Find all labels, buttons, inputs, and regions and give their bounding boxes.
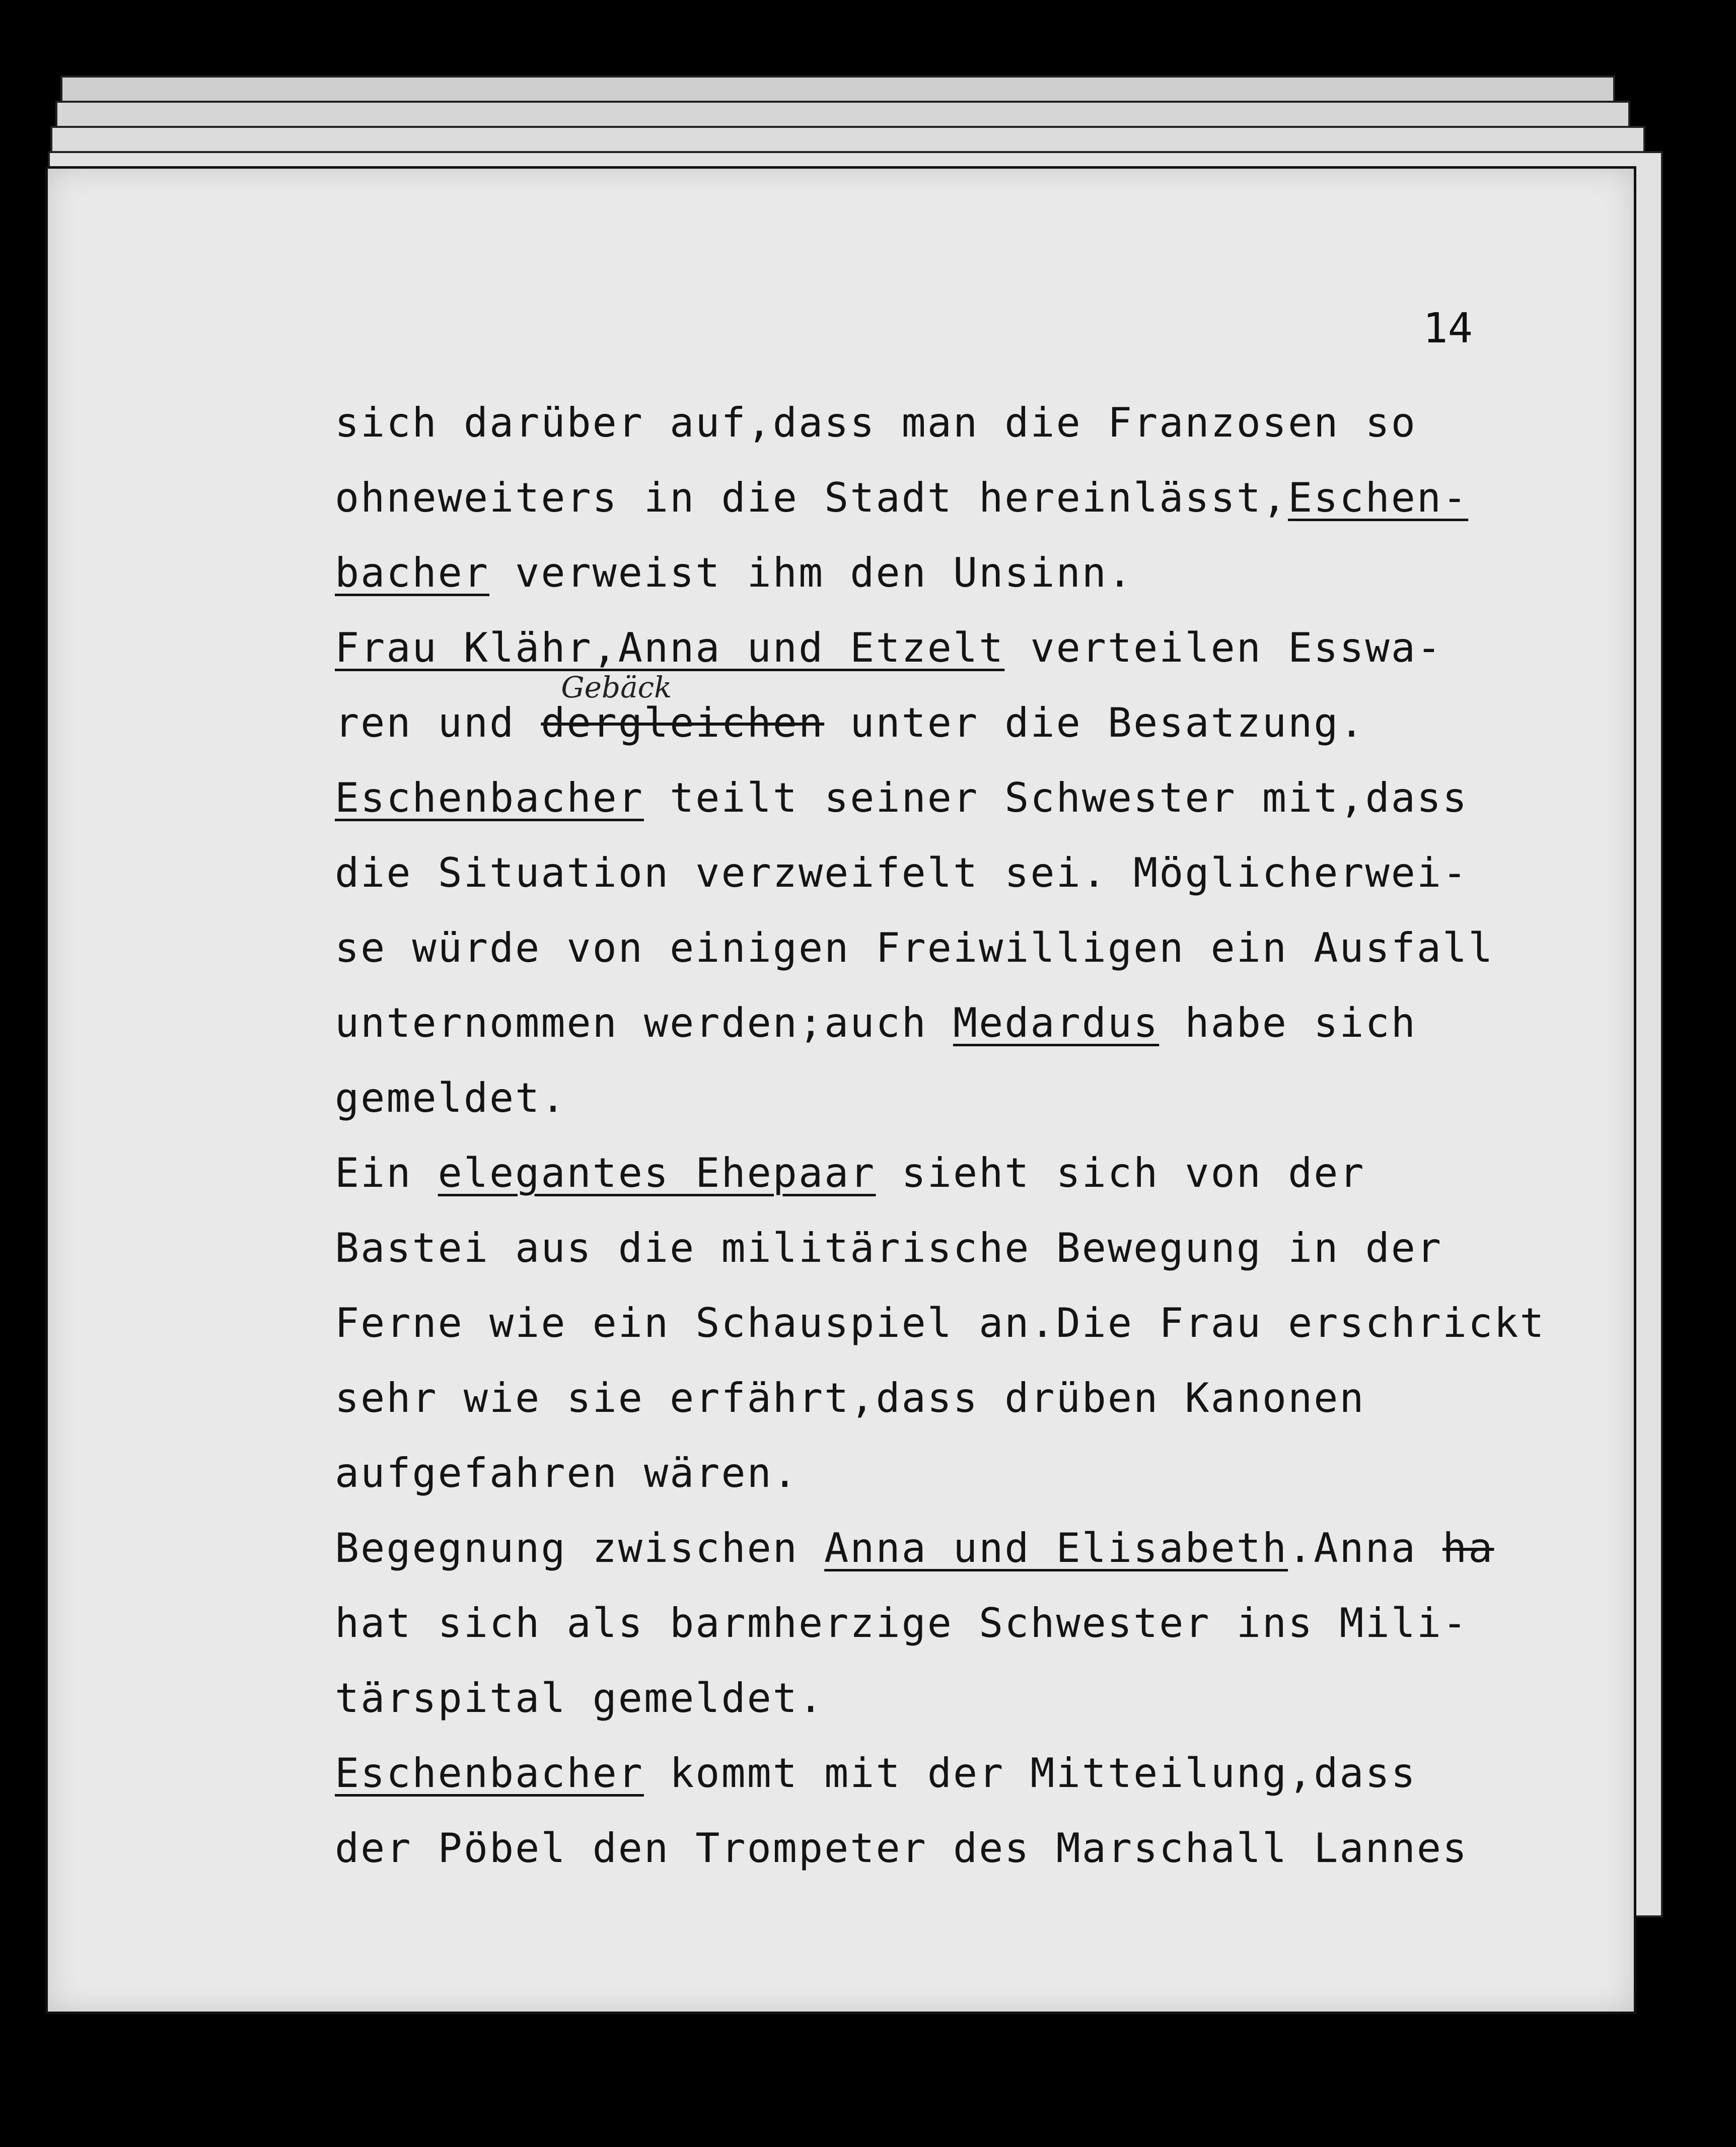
typewritten-text [335,385,1568,1886]
struck-text: dergleichen [541,699,825,746]
text-line [335,610,1568,685]
text-span: se würde von einigen Freiwilligen ein Ausfall [335,924,1494,971]
handwritten-annotation: Gebäck [561,670,672,704]
text-span: die Situation verzweifelt sei. Möglicherwei- [335,849,1469,896]
text-span: verteilen Esswa- [1004,624,1443,671]
text-span: Begegnung zwischen [335,1525,825,1571]
struck-text: ha [1442,1525,1494,1571]
text-span: gemeldet. [335,1075,567,1121]
text-line [335,460,1568,535]
text-span: der Pöbel den Trompeter des Marschall Lannes [335,1825,1469,1872]
text-span: unternommen werden;auch [335,999,953,1046]
text-span: Bastei aus die militärische Bewegung in der [335,1225,1443,1271]
page-number: 14 [1423,305,1473,352]
text-line [335,835,1568,910]
text-line [335,1060,1568,1135]
text-span: teilt seiner Schwester mit,dass [643,774,1469,821]
underlined-text: Frau Klähr,Anna und Etzelt [335,624,1005,671]
text-span: verweist ihm den Unsinn. [489,549,1134,596]
text-span: unter die Besatzung. [824,699,1365,746]
text-line [335,910,1568,985]
underlined-text: Medardus [953,999,1160,1046]
underlined-text: Eschenbacher [335,774,644,821]
typewritten-page [45,166,1636,2014]
underlined-text: Anna und Elisabeth [824,1525,1288,1571]
underlined-text: elegantes Ehepaar [438,1150,876,1196]
text-span: hat sich als barmherzige Schwester ins Mili- [335,1600,1469,1647]
text-span: Ein [335,1150,438,1196]
text-span: kommt mit der Mitteilung,dass [643,1750,1417,1797]
text-span: habe sich [1159,999,1417,1046]
text-span: sehr wie sie erfährt,dass drüben Kanonen [335,1375,1365,1421]
text-line [335,670,1568,760]
underlined-text: Eschen- [1288,474,1469,521]
text-line [335,1586,1568,1661]
text-span: .Anna [1288,1525,1443,1571]
text-span: tärspital gemeldet. [335,1675,825,1722]
underlined-text: bacher [335,549,489,596]
handwritten-correction [541,670,825,760]
text-line [335,1511,1568,1586]
underlined-text: Eschenbacher [335,1750,644,1797]
text-span: Ferne wie ein Schauspiel an.Die Frau erschrickt [335,1300,1546,1346]
text-span: sieht sich von der [876,1150,1365,1196]
text-line [335,985,1568,1060]
text-line [335,1436,1568,1511]
text-line [335,1811,1568,1886]
text-span: ohneweiters in die Stadt hereinlässt, [335,474,1288,521]
text-line [335,1210,1568,1285]
text-line [335,1135,1568,1210]
text-span: sich darüber auf,dass man die Franzosen so [335,399,1417,446]
text-span: aufgefahren wären. [335,1450,799,1496]
text-line [335,385,1568,460]
text-line [335,1285,1568,1361]
text-line [335,535,1568,610]
text-line [335,1361,1568,1436]
text-line [335,1661,1568,1736]
text-line [335,760,1568,835]
text-span: ren und [335,699,541,746]
text-line [335,1736,1568,1811]
